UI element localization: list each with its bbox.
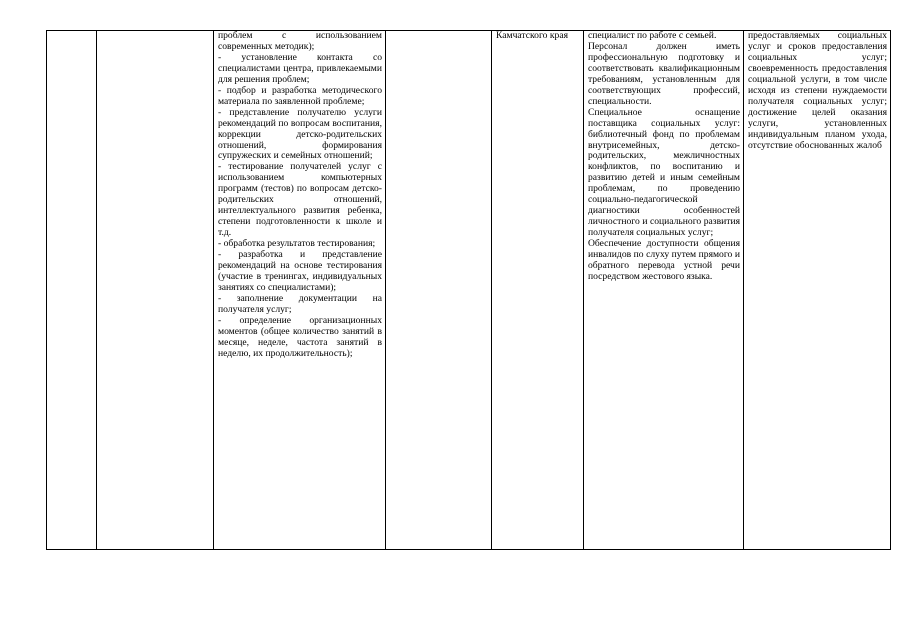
indicator-item: предоставляемых социальных услуг и сроков предоставления социальных услуг; своевременность предоставления социальной услуги, в том числе исходя из степени нуждаемости получателя социальных услуг; достижение целей оказания услуги, установленных индивидуальным планом ухода, отсутствие обоснованных жалоб [748, 30, 887, 151]
service-item: - разработка и представление рекомендаций на основе тестирования (участие в тренингах, индивидуальных занятиях со специалистами); [218, 249, 382, 293]
service-item: - определение организационных моментов (общее количество занятий в месяце, неделе, частота занятий в неделю, их продолжительность); [218, 314, 382, 359]
service-item: - представление получателю услуги рекомендаций по вопросам воспитания, коррекции детско-родительских отношений, формирования супружеских и семейных отношений; [218, 106, 382, 162]
cell-indicators [744, 31, 891, 550]
condition-item: специалист по работе с семьей. [588, 30, 717, 41]
service-item: - подбор и разработка методического материала по заявленной проблеме; [218, 84, 382, 107]
cell-service-description [214, 31, 386, 550]
cell-service-name [97, 31, 214, 550]
region-text: Камчатского края [496, 30, 568, 41]
table-row [47, 31, 891, 550]
service-item: проблем с использованием современных методик); [218, 30, 382, 52]
service-item: - тестирование получателей услуг с использованием компьютерных программ (тестов) по вопросам детско-родительских отношений, интеллектуального развития ребенка, степени подготовленности к школе и т.д. [218, 161, 382, 239]
service-item: - заполнение документации на получателя услуг; [218, 292, 382, 315]
cell-number [47, 31, 97, 550]
cell-region [492, 31, 584, 550]
condition-item: Обеспечение доступности общения инвалидов по слуху путем прямого и обратного перевода устной речи посредством жестового языка. [588, 238, 740, 282]
service-item: - установление контакта со специалистами центра, привлекаемыми для решения проблем; [218, 51, 382, 85]
cell-empty [386, 31, 492, 550]
cell-conditions [584, 31, 744, 550]
condition-item: Персонал должен иметь профессиональную подготовку и соответствовать квалификационным требованиям, установленным для соответствующих профессий, специальности. [588, 40, 740, 107]
services-table [46, 30, 891, 550]
condition-item: Специальное оснащение поставщика социальных услуг: библиотечный фонд по проблемам внутрисемейных, детско-родительских, межличностных конфликтов, по воспитанию и развитию детей и иным семейным проблемам, по проведению социально-педагогической диагностики особенностей личностного и социального развития получателя социальных услуг; [588, 106, 740, 239]
service-item: - обработка результатов тестирования; [218, 238, 376, 250]
